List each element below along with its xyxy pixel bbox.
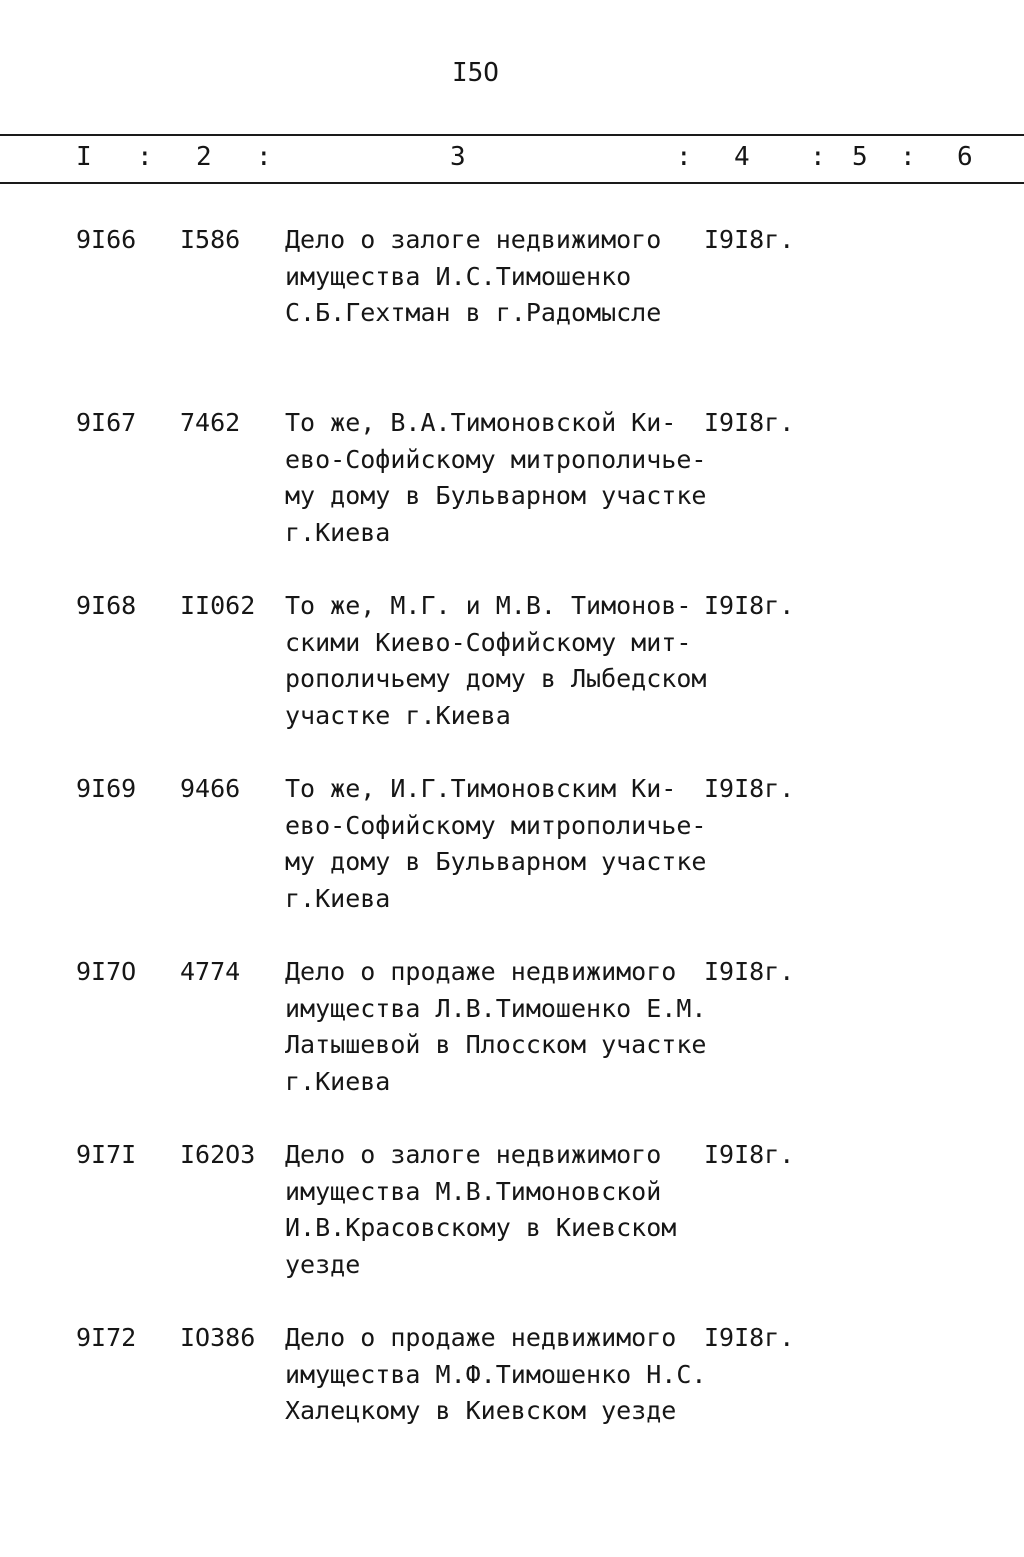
column-header-6: 6 bbox=[957, 142, 973, 172]
entry-description-line: участке г.Киева bbox=[285, 700, 511, 730]
entry-description-line: имущества Л.В.Тимошенко Е.М. bbox=[285, 993, 707, 1023]
entry-old-number: 7462 bbox=[180, 408, 241, 437]
entry-number: 9I68 bbox=[76, 591, 137, 620]
entry-old-number: I586 bbox=[180, 225, 241, 254]
entry-description-line: уезде bbox=[285, 1249, 361, 1279]
entry-description-line: Латышевой в Плосском участке bbox=[285, 1030, 707, 1060]
entry-description-line: То же, М.Г. и М.В. Тимонов- bbox=[285, 591, 692, 620]
entry-number: 9I66 bbox=[76, 225, 137, 254]
entry-old-number: 4774 bbox=[180, 957, 241, 986]
entry-description-line: С.Б.Гехтман в г.Радомысле bbox=[285, 298, 662, 328]
entry-description-line: имущества И.С.Тимошенко bbox=[285, 261, 632, 291]
entry-old-number: I62O3 bbox=[180, 1140, 256, 1169]
entry-description-line: г.Киева bbox=[285, 883, 391, 913]
entry-number: 9I7I bbox=[76, 1140, 137, 1169]
page-number: I5O bbox=[452, 58, 499, 88]
entry-description-line: г.Киева bbox=[285, 1066, 391, 1096]
entry-description-line: Халецкому в Киевском уезде bbox=[285, 1396, 677, 1426]
column-header-2: 2 bbox=[196, 142, 212, 172]
inventory-entry bbox=[0, 222, 1024, 405]
column-header-3: 3 bbox=[450, 142, 466, 172]
entry-description-line: рополичьему дому в Лыбедском bbox=[285, 664, 707, 694]
entry-description-line: ево-Софийскому митрополичье- bbox=[285, 444, 707, 474]
entry-description-line: г.Киева bbox=[285, 517, 391, 547]
entry-year: I9I8г. bbox=[704, 1323, 795, 1352]
column-separator: : bbox=[900, 142, 916, 172]
inventory-entry bbox=[0, 588, 1024, 771]
column-header-4: 4 bbox=[734, 142, 750, 172]
entry-year: I9I8г. bbox=[704, 1140, 795, 1169]
inventory-entry bbox=[0, 405, 1024, 588]
inventory-entry bbox=[0, 1320, 1024, 1503]
column-separator: : bbox=[676, 142, 692, 172]
entry-description bbox=[285, 771, 705, 917]
entry-description-line: Дело о продаже недвижимого bbox=[285, 957, 677, 986]
entry-description-line: скими Киево-Софийскому мит- bbox=[285, 627, 692, 657]
entry-description-line: му дому в Бульварном участке bbox=[285, 847, 707, 877]
entry-description-line: То же, В.А.Тимоновской Ки- bbox=[285, 408, 677, 437]
entry-description-line: То же, И.Г.Тимоновским Ки- bbox=[285, 774, 677, 803]
column-separator: : bbox=[810, 142, 826, 172]
column-header-5: 5 bbox=[852, 142, 868, 172]
entry-description-line: Дело о залоге недвижимого bbox=[285, 225, 662, 254]
entry-year: I9I8г. bbox=[704, 957, 795, 986]
inventory-entries bbox=[0, 222, 1024, 1503]
entry-description bbox=[285, 588, 705, 734]
inventory-entry bbox=[0, 1137, 1024, 1320]
entry-description bbox=[285, 405, 705, 551]
inventory-entry bbox=[0, 954, 1024, 1137]
entry-number: 9I72 bbox=[76, 1323, 137, 1352]
column-separator: : bbox=[137, 142, 153, 172]
column-header-row bbox=[0, 142, 1024, 176]
column-header-1: I bbox=[76, 142, 92, 172]
entry-number: 9I69 bbox=[76, 774, 137, 803]
entry-description-line: И.В.Красовскому в Киевском bbox=[285, 1213, 677, 1243]
entry-description-line: Дело о продаже недвижимого bbox=[285, 1323, 677, 1352]
entry-description-line: Дело о залоге недвижимого bbox=[285, 1140, 662, 1169]
entry-description bbox=[285, 1137, 705, 1283]
header-bottom-rule bbox=[0, 182, 1024, 184]
header-top-rule bbox=[0, 134, 1024, 136]
entry-description bbox=[285, 1320, 705, 1430]
entry-description-line: му дому в Бульварном участке bbox=[285, 481, 707, 511]
entry-year: I9I8г. bbox=[704, 408, 795, 437]
entry-year: I9I8г. bbox=[704, 774, 795, 803]
entry-description-line: имущества М.В.Тимоновской bbox=[285, 1176, 662, 1206]
entry-number: 9I67 bbox=[76, 408, 137, 437]
entry-description-line: ево-Софийскому митрополичье- bbox=[285, 810, 707, 840]
entry-old-number: IO386 bbox=[180, 1323, 256, 1352]
entry-year: I9I8г. bbox=[704, 591, 795, 620]
column-separator: : bbox=[256, 142, 272, 172]
inventory-entry bbox=[0, 771, 1024, 954]
entry-old-number: II062 bbox=[180, 591, 256, 620]
entry-year: I9I8г. bbox=[704, 225, 795, 254]
entry-number: 9I7O bbox=[76, 957, 137, 986]
entry-description-line: имущества М.Ф.Тимошенко Н.С. bbox=[285, 1359, 707, 1389]
entry-old-number: 9466 bbox=[180, 774, 241, 803]
entry-description bbox=[285, 222, 705, 332]
entry-description bbox=[285, 954, 705, 1100]
